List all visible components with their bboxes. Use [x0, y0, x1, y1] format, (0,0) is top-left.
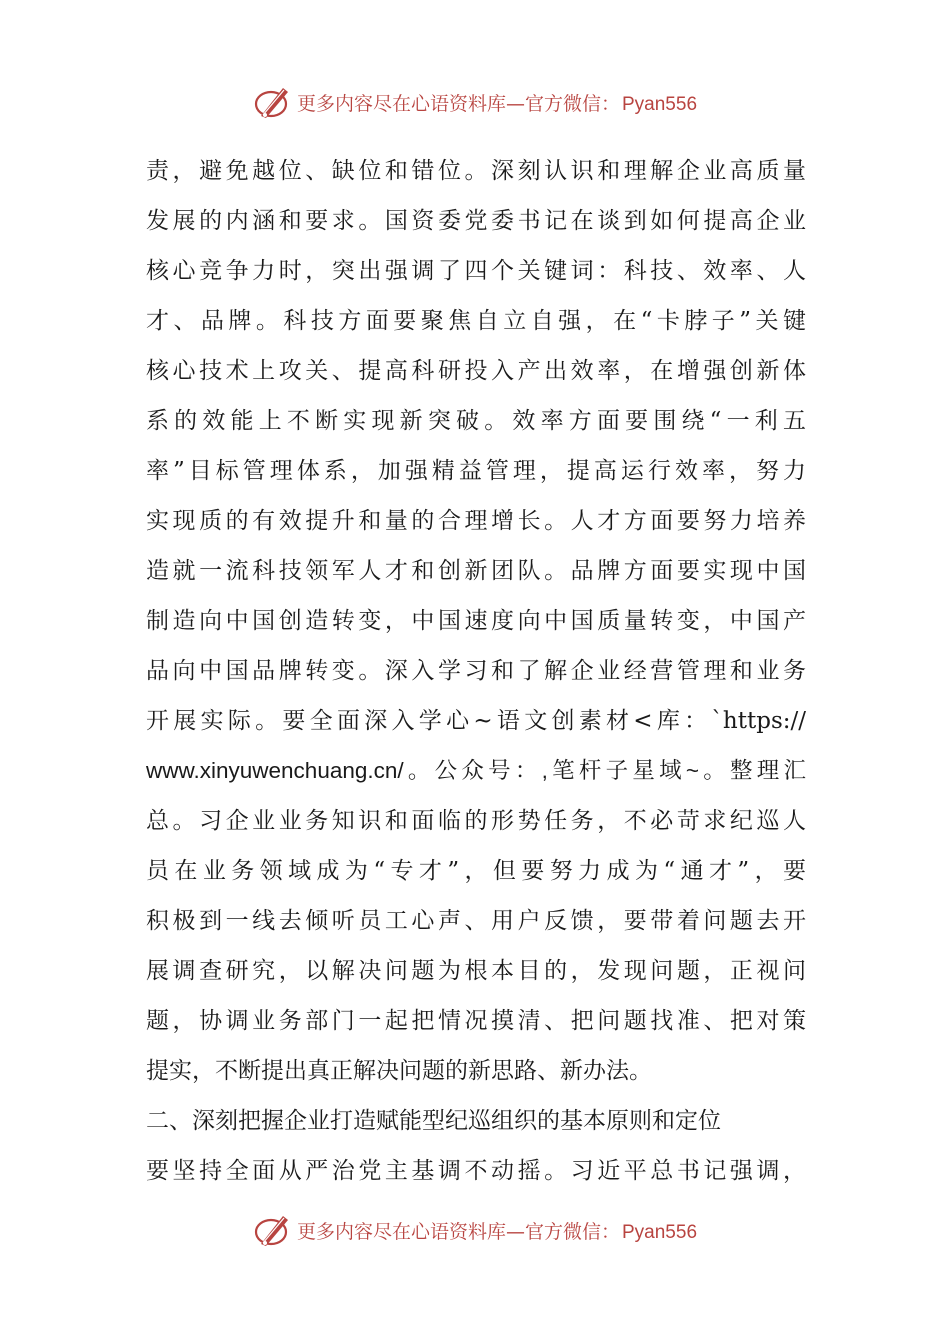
body-line: 发展的内涵和要求。国资委党委书记在谈到如何提高企业 [146, 208, 806, 234]
pen-nib-logo-icon [253, 82, 293, 122]
body-line: 核心竞争力时，突出强调了四个关键词：科技、效率、人 [146, 258, 806, 284]
banner-title: 更多内容尽在心语资料库 [296, 92, 506, 115]
body-line: 积极到一线去倾听员工心声、用户反馈，要带着问题去开 [146, 908, 806, 934]
body-line: 提实，不断提出真正解决问题的新思路、新办法。 [146, 1058, 652, 1084]
document-body [146, 146, 806, 1196]
body-line: www.xinyuwenchuang.cn/。公众号：,笔杆子星域~。整理汇 [146, 758, 806, 783]
body-line: 品向中国品牌转变。深入学习和了解企业经营管理和业务 [146, 658, 806, 684]
footer-banner [0, 1208, 950, 1252]
body-line: 题，协调业务部门一起把情况摸清、把问题找准、把对策 [146, 1008, 806, 1034]
body-line: 造就一流科技领军人才和创新团队。品牌方面要实现中国 [146, 558, 806, 584]
body-line: 开展实际。要全面深入学心~语文创素材<库：`https:// [146, 708, 806, 734]
body-line: 实现质的有效提升和量的合理增长。人才方面要努力培养 [146, 508, 806, 534]
banner-separator: —官方微信： [505, 1220, 620, 1243]
wechat-id: Pyan556 [622, 1221, 698, 1243]
pen-nib-logo-icon [253, 1210, 293, 1250]
banner-separator: —官方微信： [505, 92, 620, 115]
banner-title: 更多内容尽在心语资料库 [296, 1220, 506, 1243]
section-heading: 二、深刻把握企业打造赋能型纪巡组织的基本原则和定位 [146, 1108, 721, 1134]
wechat-id: Pyan556 [622, 93, 698, 115]
body-line: 制造向中国创造转变，中国速度向中国质量转变，中国产 [146, 608, 806, 634]
body-line: 责，避免越位、缺位和错位。深刻认识和理解企业高质量 [146, 158, 806, 184]
body-line: 展调查研究，以解决问题为根本目的，发现问题，正视问 [146, 958, 806, 984]
body-line: 总。习企业业务知识和面临的形势任务，不必苛求纪巡人 [146, 808, 806, 834]
header-banner [0, 80, 950, 124]
body-line: 率”目标管理体系，加强精益管理，提高运行效率，努力 [146, 458, 806, 484]
body-line: 系的效能上不断实现新突破。效率方面要围绕“一利五 [146, 408, 806, 434]
body-line: 才、品牌。科技方面要聚焦自立自强，在“卡脖子”关键 [146, 308, 806, 334]
body-line: 员在业务领域成为“专才”，但要努力成为“通才”，要 [146, 858, 806, 884]
body-line: 要坚持全面从严治党主基调不动摇。习近平总书记强调， [146, 1158, 806, 1184]
body-line: 核心技术上攻关、提高科研投入产出效率，在增强创新体 [146, 358, 806, 384]
